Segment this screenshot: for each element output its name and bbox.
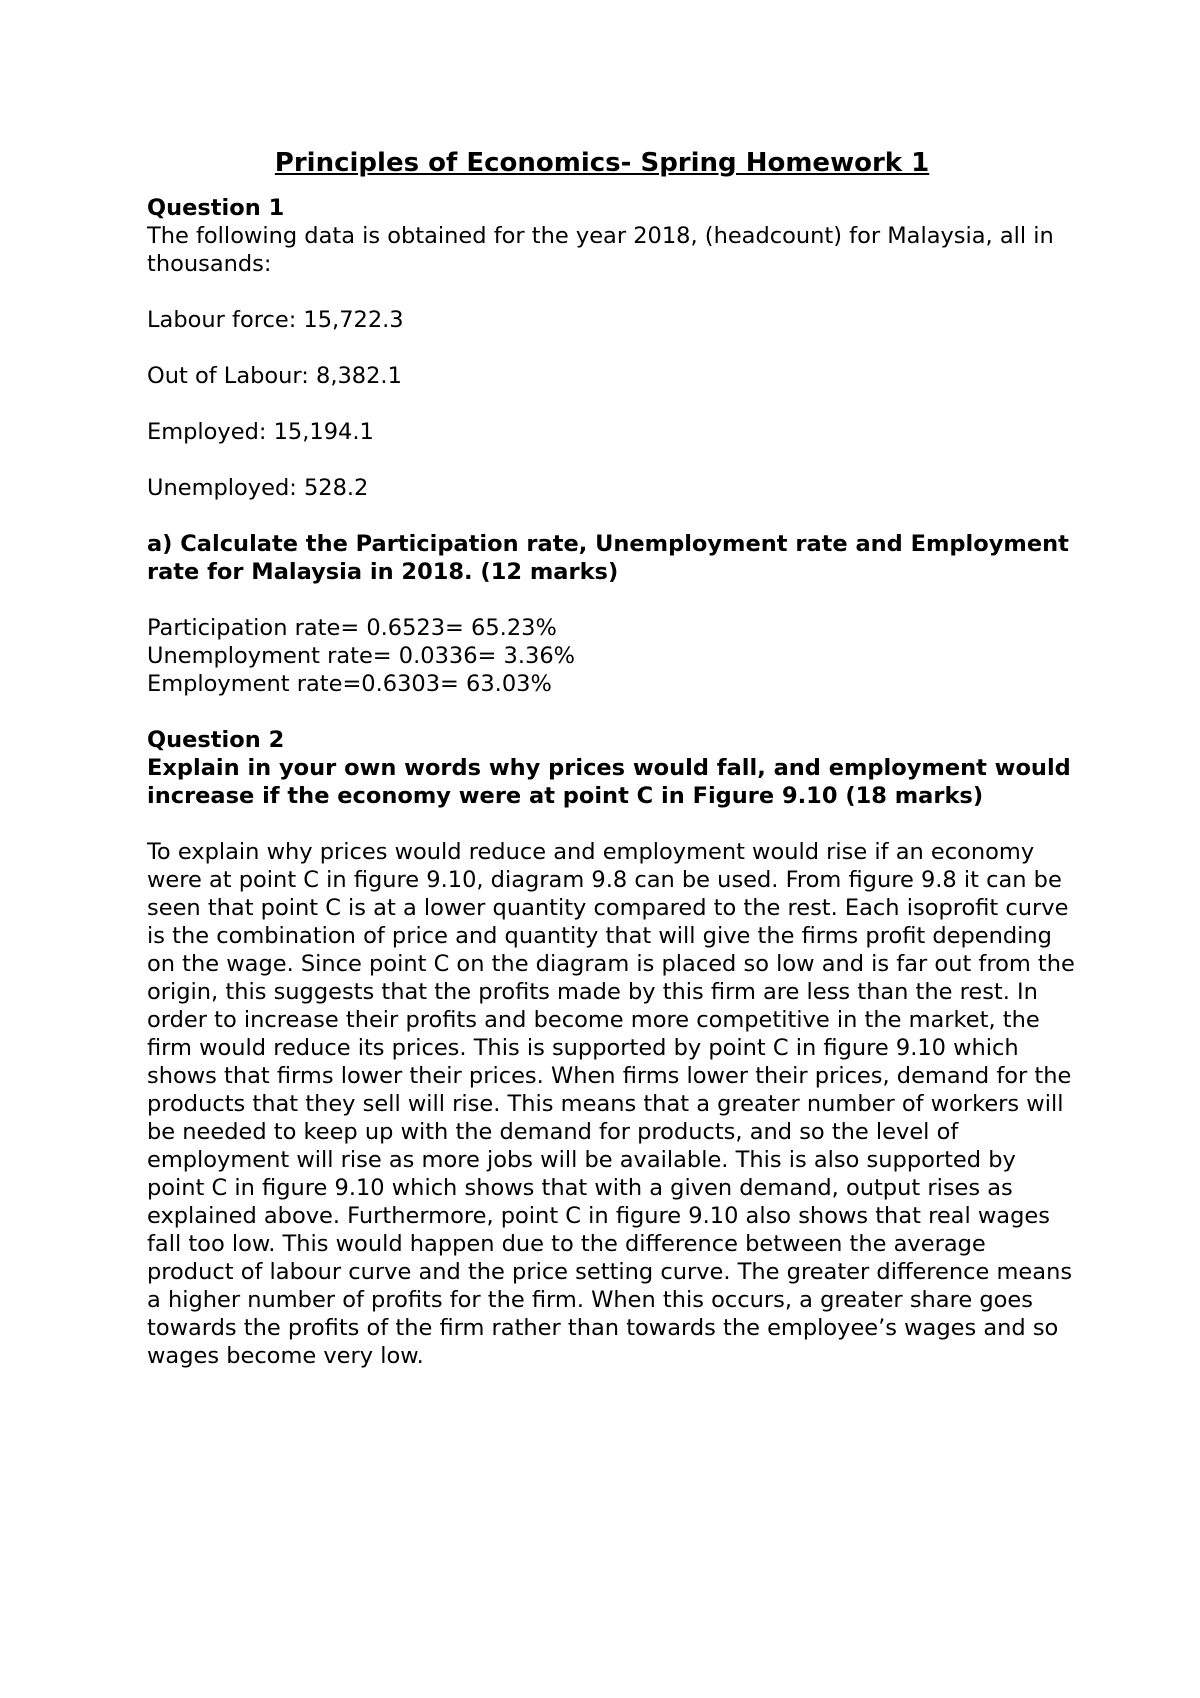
document-title: Principles of Economics- Spring Homework 1 xyxy=(274,148,930,178)
employment-rate-answer: Employment rate=0.6303= 63.03% xyxy=(147,671,552,697)
document-page xyxy=(147,146,1077,1370)
unemployed-value: Unemployed: 528.2 xyxy=(147,475,369,501)
out-of-labour-value: Out of Labour: 8,382.1 xyxy=(147,363,402,389)
question-1-intro: The following data is obtained for the year 2018, (headcount) for Malaysia, all in thousands: xyxy=(147,223,1054,277)
participation-rate-answer: Participation rate= 0.6523= 65.23% xyxy=(147,615,557,641)
employed-value: Employed: 15,194.1 xyxy=(147,419,374,445)
question-2-heading: Question 2 xyxy=(147,727,285,753)
question-1-heading: Question 1 xyxy=(147,195,285,221)
labour-force-value: Labour force: 15,722.3 xyxy=(147,307,404,333)
unemployment-rate-answer: Unemployment rate= 0.0336= 3.36% xyxy=(147,643,576,669)
question-2-answer: To explain why prices would reduce and employment would rise if an economy were at point C in figure 9.10, diagram 9.8 can be used. From figure 9.8 it can be seen that point C is at a lower quantity compared to the rest. Each isoprofit curve is the combination of price and quantity that will give the firms profit depending on the wage. Since point C on the diagram is placed so low and is far out from the origin, this suggests that the profits made by this firm are less than the rest. In order to increase their profits and become more competitive in the market, the firm would reduce its prices. This is supported by point C in figure 9.10 which shows that firms lower their prices. When firms lower their prices, demand for the products that they sell will rise. This means that a greater number of workers will be needed to keep up with the demand for products, and so the level of employment will rise as more jobs will be available. This is also supported by point C in figure 9.10 which shows that with a given demand, output rises as explained above. Furthermore, point C in figure 9.10 also shows that real wages fall too low. This would happen due to the difference between the average product of labour curve and the price setting curve. The greater difference means a higher number of profits for the firm. When this occurs, a greater share goes towards the profits of the firm rather than towards the employee’s wages and so wages become very low. xyxy=(147,839,1075,1369)
question-2-prompt: Explain in your own words why prices would fall, and employment would increase if the economy were at point C in Figure 9.10 (18 marks) xyxy=(147,755,1071,809)
question-1a-prompt: a) Calculate the Participation rate, Unemployment rate and Employment rate for Malaysia in 2018. (12 marks) xyxy=(147,531,1069,585)
